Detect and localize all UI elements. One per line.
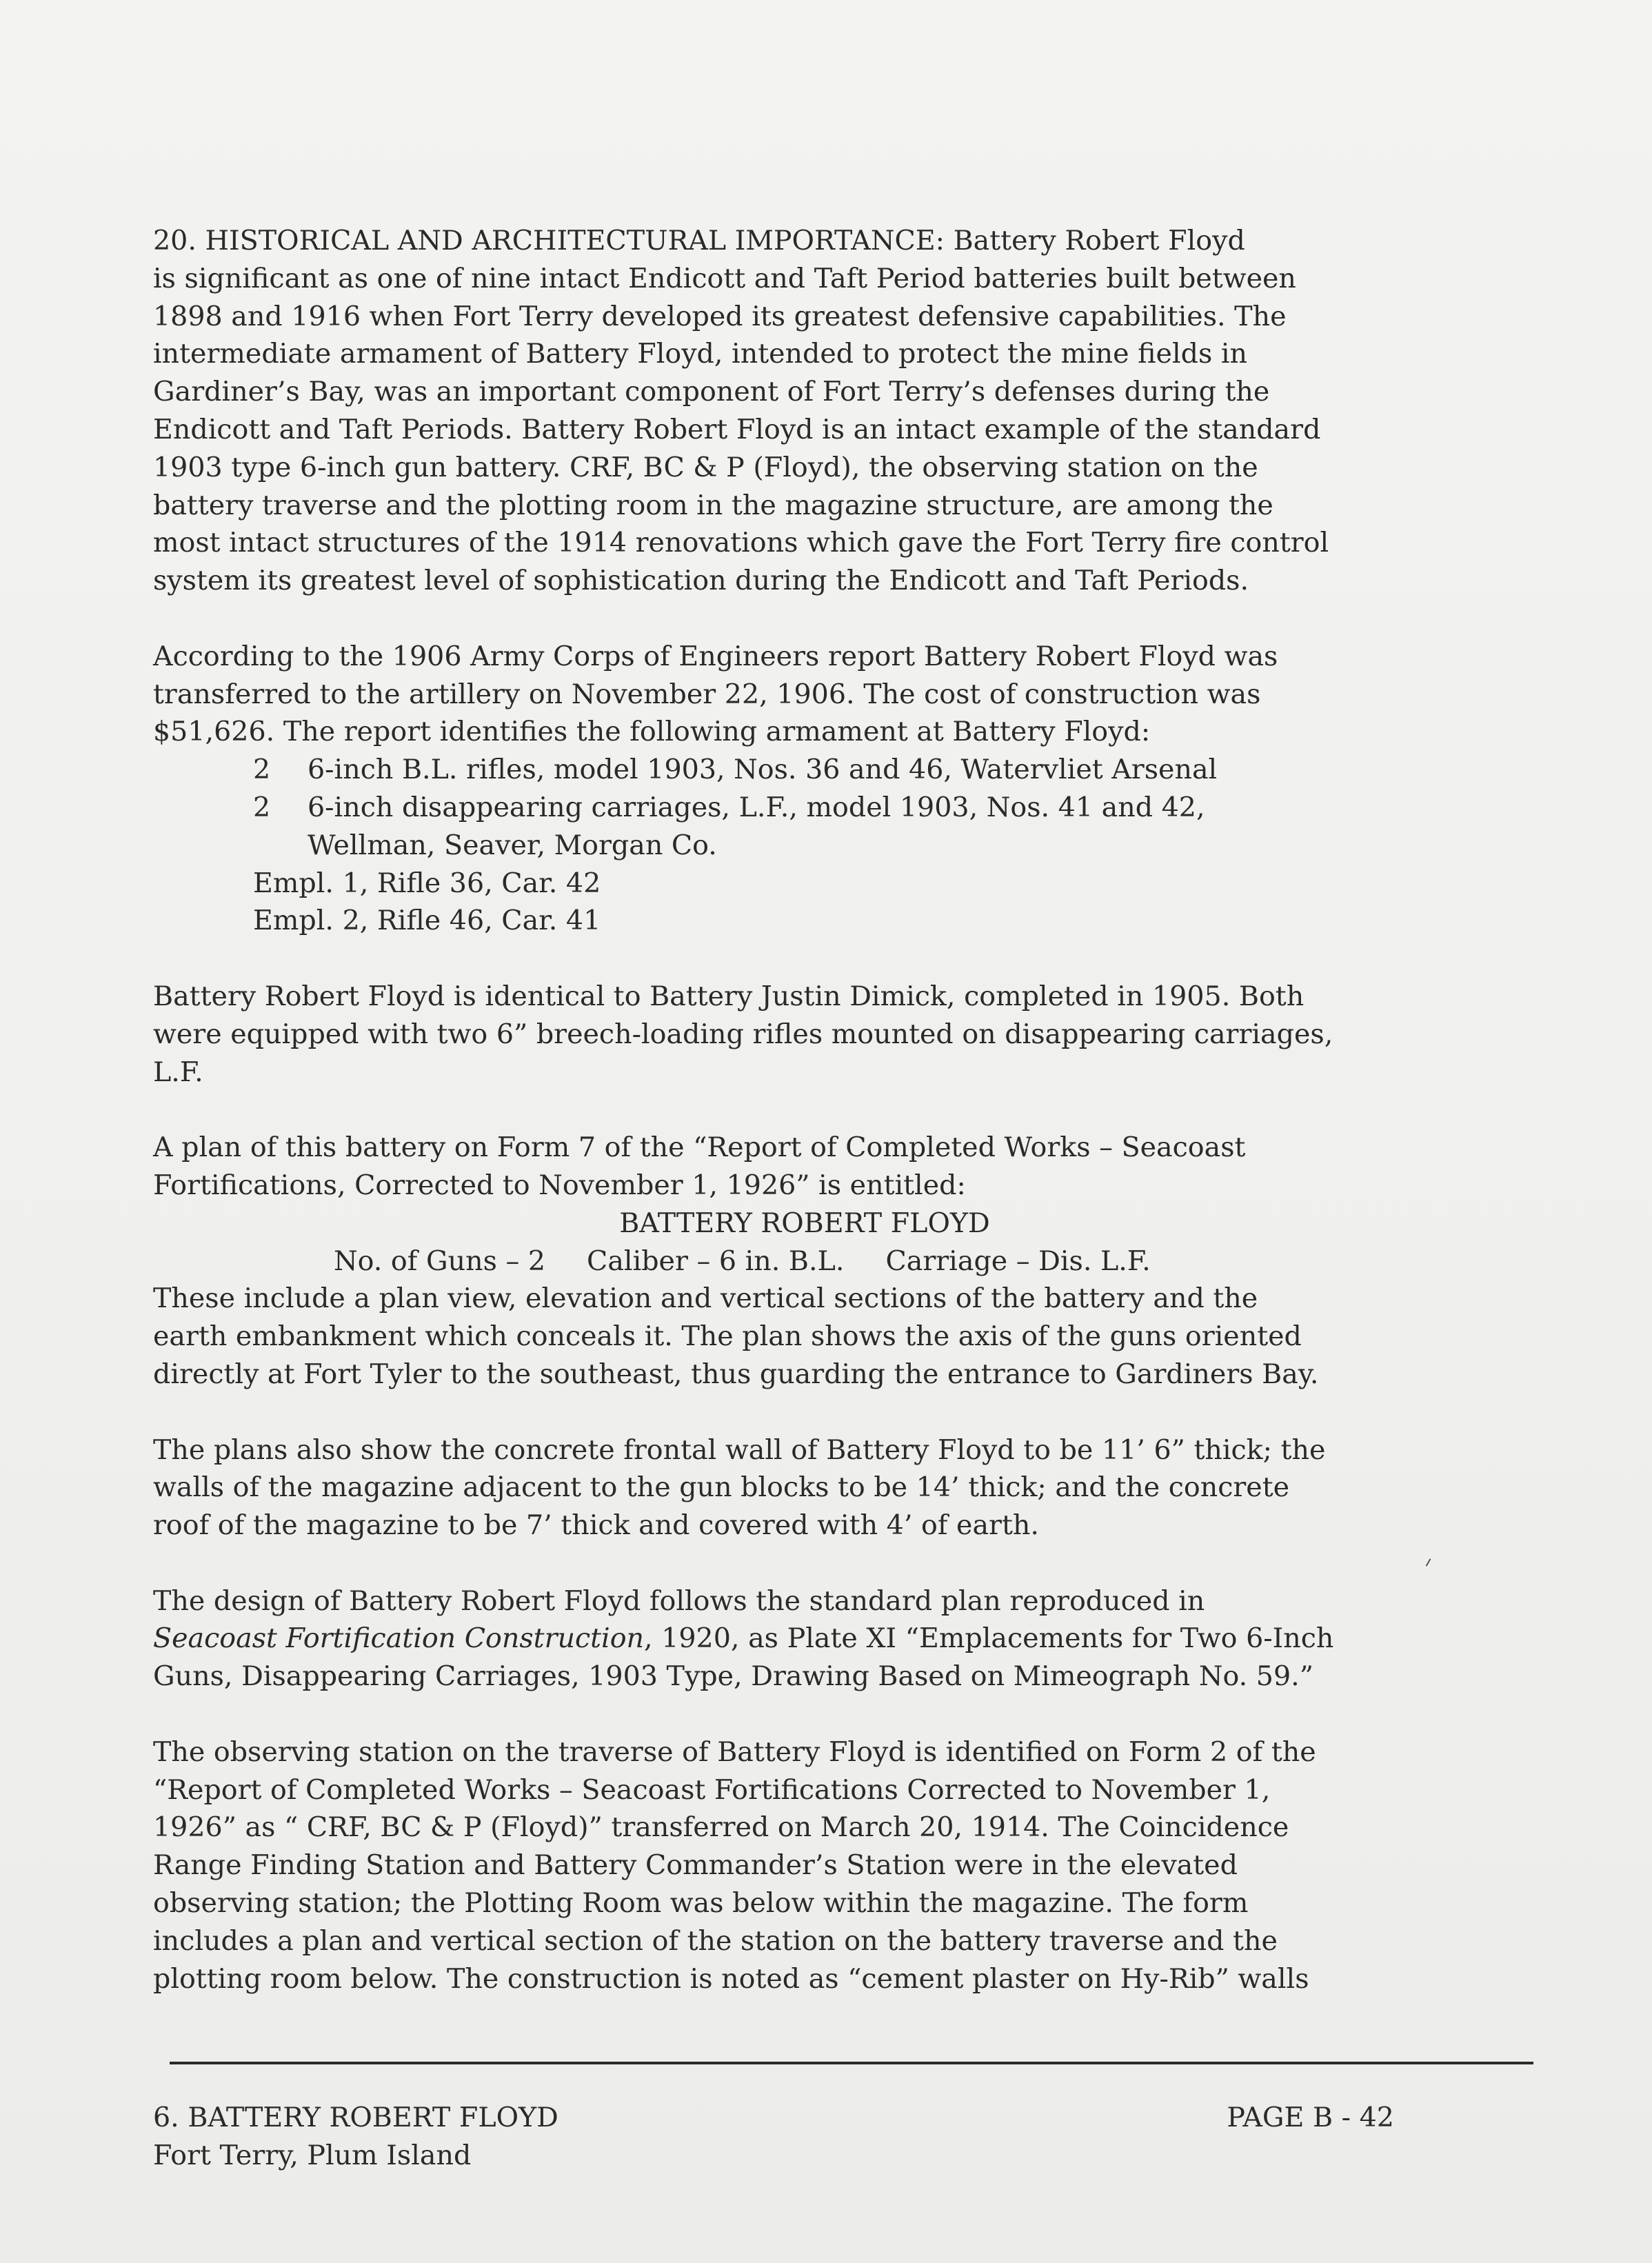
armament-count: 2 [253,754,271,786]
text-line: 20. HISTORICAL AND ARCHITECTURAL IMPORTANCE: Battery Robert Floyd [153,225,1245,257]
book-title: Seacoast Fortification Construction [153,1622,645,1655]
text-line: $51,626. The report identifies the following armament at Battery Floyd: [153,716,1151,748]
text-line [153,1620,1415,1658]
emplacement-line: Empl. 1, Rifle 36, Car. 42 [253,867,601,899]
report-1906-paragraph [153,638,1415,940]
text-line: 1926” as “ CRF, BC & P (Floyd)” transferred on March 20, 1914. The Coincidence [153,1811,1289,1844]
text-line: intermediate armament of Battery Floyd, intended to protect the mine fields in [153,338,1247,370]
stray-mark [1426,1558,1436,1569]
plan-paragraph [153,1129,1415,1394]
emplacement-line: Empl. 2, Rifle 46, Car. 41 [253,905,601,937]
caliber: Caliber – 6 in. B.L. [587,1245,845,1277]
body-text [153,222,1415,1998]
text-line: plotting room below. The construction is noted as “cement plaster on Hy-Rib” walls [153,1962,1309,1995]
text-line: The design of Battery Robert Floyd follows the standard plan reproduced in [153,1585,1205,1617]
text-line: Range Finding Station and Battery Commander’s Station were in the elevated [153,1849,1238,1882]
footer-title: 6. BATTERY ROBERT FLOYD [153,2102,558,2133]
walls-paragraph [153,1431,1415,1545]
observing-paragraph [153,1733,1415,1998]
text-line: The observing station on the traverse of Battery Floyd is identified on Form 2 of the [153,1736,1316,1768]
text-fragment: , 1920, as Plate XI “Emplacements for Two 6-Inch [644,1622,1334,1655]
text-line: earth embankment which conceals it. The plan shows the axis of the guns oriented [153,1320,1302,1353]
text-line: Fortifications, Corrected to November 1, 1926” is entitled: [153,1169,966,1201]
text-line: most intact structures of the 1914 renovations which gave the Fort Terry fire control [153,527,1329,559]
text-line: These include a plan view, elevation and vertical sections of the battery and the [153,1283,1258,1315]
text-line: battery traverse and the plotting room in the magazine structure, are among the [153,489,1273,521]
text-line: According to the 1906 Army Corps of Engineers report Battery Robert Floyd was [153,640,1278,672]
armament-text: 6-inch B.L. rifles, model 1903, Nos. 36 and 46, Watervliet Arsenal [308,754,1218,786]
text-line: Endicott and Taft Periods. Battery Robert Floyd is an intact example of the standard [153,413,1321,445]
text-line: system its greatest level of sophistication during the Endicott and Taft Periods. [153,565,1249,597]
text-line: transferred to the artillery on November 22, 1906. The cost of construction was [153,678,1261,710]
text-line: 1903 type 6-inch gun battery. CRF, BC & P (Floyd), the observing station on the [153,451,1258,483]
footer-left [153,2099,558,2175]
text-line: were equipped with two 6” breech-loading rifles mounted on disappearing carriages, [153,1018,1333,1050]
armament-continuation: Wellman, Seaver, Morgan Co. [308,829,717,861]
footer-location: Fort Terry, Plum Island [153,2140,472,2171]
armament-item [153,751,1415,789]
text-line: Guns, Disappearing Carriages, 1903 Type, Drawing Based on Mimeograph No. 59.” [153,1660,1313,1693]
armament-count: 2 [253,791,271,823]
text-line: walls of the magazine adjacent to the gun blocks to be 14’ thick; and the concrete [153,1471,1290,1504]
plan-specs [153,1243,1415,1280]
text-line: is significant as one of nine intact Endicott and Taft Period batteries built between [153,262,1296,294]
text-line: The plans also show the concrete frontal wall of Battery Floyd to be 11’ 6” thick; the [153,1434,1326,1466]
carriage: Carriage – Dis. L.F. [885,1245,1151,1277]
armament-item [153,789,1415,827]
text-line: roof of the magazine to be 7’ thick and covered with 4’ of earth. [153,1509,1039,1542]
design-paragraph [153,1582,1415,1696]
page-number: PAGE B - 42 [1227,2102,1394,2133]
footer-divider [170,2062,1533,2064]
identical-paragraph [153,978,1415,1091]
guns-count: No. of Guns – 2 [334,1245,546,1277]
text-line: directly at Fort Tyler to the southeast, thus guarding the entrance to Gardiners Bay. [153,1358,1319,1390]
page-footer [153,2099,1394,2175]
text-line: observing station; the Plotting Room was below within the magazine. The form [153,1887,1249,1920]
text-line: Battery Robert Floyd is identical to Battery Justin Dimick, completed in 1905. Both [153,980,1305,1012]
text-line: includes a plan and vertical section of the station on the battery traverse and the [153,1924,1278,1957]
text-line: “Report of Completed Works – Seacoast Fortifications Corrected to November 1, [153,1773,1271,1806]
text-line: A plan of this battery on Form 7 of the “Report of Completed Works – Seacoast [153,1132,1246,1164]
section-20-paragraph [153,222,1415,600]
armament-text: 6-inch disappearing carriages, L.F., model 1903, Nos. 41 and 42, [308,791,1205,823]
plan-title: BATTERY ROBERT FLOYD [619,1207,990,1239]
text-line: L.F. [153,1056,203,1088]
text-line: 1898 and 1916 when Fort Terry developed its greatest defensive capabilities. The [153,300,1287,332]
text-line: Gardiner’s Bay, was an important component of Fort Terry’s defenses during the [153,376,1270,408]
